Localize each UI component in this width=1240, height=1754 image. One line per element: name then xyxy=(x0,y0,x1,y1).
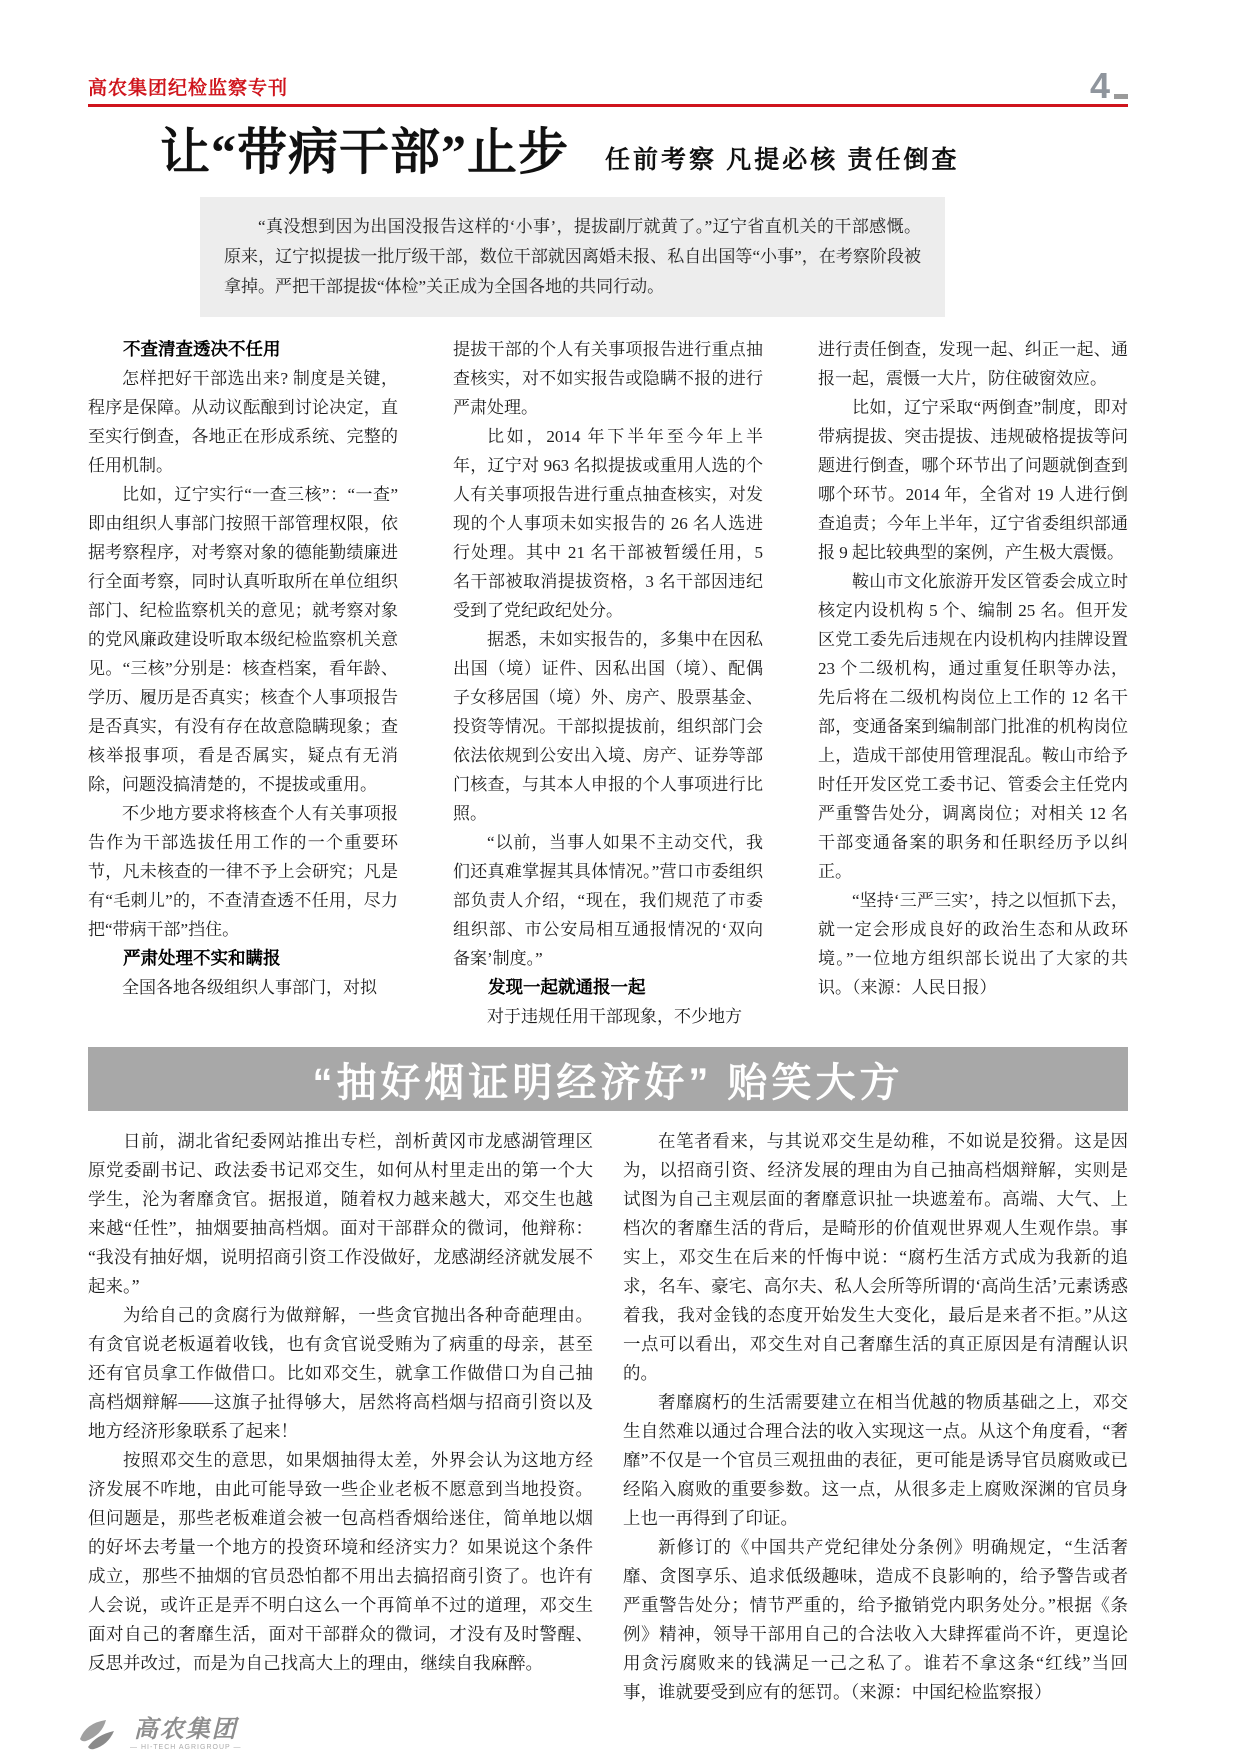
article1-intro-box: “真没想到因为出国没报告这样的‘小事’，提拔副厅就黄了。”辽宁省直机关的干部感慨。原来，辽宁拟提拔一批厅级干部，数位干部就因离婚未报、私自出国等“小事”，在考察阶段被拿掉。严把干部提拔“体检”关正成为全国各地的共同行动。 xyxy=(200,197,945,317)
page-footer xyxy=(76,1715,1128,1753)
article1-column-2 xyxy=(453,335,763,1031)
company-logo-leaf-icon xyxy=(76,1715,124,1753)
paragraph: 鞍山市文化旅游开发区管委会成立时核定内设机构 5 个、编制 25 名。但开发区党工委先后违规在内设机构内挂牌设置 23 个二级机构，通过重复任职等办法，先后将在二级机构岗位上工作的 12 名干部，变通备案到编制部门批准的机构岗位上，造成干部使用管理混乱。鞍山市给予时任开发区党工委书记、管委会主任党内严重警告处分，调离岗位；对相关 12 名干部变通备案的职务和任职经历予以纠正。 xyxy=(818,572,1128,881)
section-heading: 发现一起就通报一起 xyxy=(488,977,646,997)
paragraph: 比如，2014 年下半年至今年上半年，辽宁对 963 名拟提拔或重用人选的个人有关事项报告进行重点抽查核实，对发现的个人事项未如实报告的 26 名人选进行处理。其中 21 名干部被暂缓任用，5 名干部被取消提拔资格，3 名干部因违纪受到了党纪政纪处分。 xyxy=(453,427,763,620)
paragraph: 不少地方要求将核查个人有关事项报告作为干部选拔任用工作的一个重要环节，凡未核查的一律不予上会研究；凡是有“毛刺儿”的，不查清查透不任用，尽力把“带病干部”挡住。 xyxy=(88,804,398,939)
page-number-value: 4 xyxy=(1089,65,1110,106)
paragraph: 在笔者看来，与其说邓交生是幼稚，不如说是狡猾。这是因为，以招商引资、经济发展的理由为自己抽高档烟辩解，实则是试图为自己主观层面的奢靡意识扯一块遮羞布。高端、大气、上档次的奢靡生活的背后，是畸形的价值观世界观人生观作祟。事实上，邓交生在后来的忏悔中说：“腐朽生活方式成为我新的追求，名车、豪宅、高尔夫、私人会所等所谓的‘高尚生活’元素诱惑着我，我对金钱的态度开始发生大变化，最后是来者不拒。”从这一点可以看出，邓交生对自己奢靡生活的真正原因是有清醒认识的。 xyxy=(623,1131,1128,1383)
paragraph: 日前，湖北省纪委网站推出专栏，剖析黄冈市龙感湖管理区原党委副书记、政法委书记邓交生，如何从村里走出的第一个大学生，沦为奢靡贪官。据报道，随着权力越来越大，邓交生也越来越“任性”，抽烟要抽高档烟。面对干部群众的微词，他辩称：“我没有抽好烟，说明招商引资工作没做好，龙感湖经济就发展不起来。” xyxy=(88,1131,593,1296)
article2-headline-banner xyxy=(88,1047,1128,1111)
paragraph: 为给自己的贪腐行为做辩解，一些贪官抛出各种奇葩理由。有贪官说老板逼着收钱，也有贪官说受贿为了病重的母亲，甚至还有官员拿工作做借口。比如邓交生，就拿工作做借口为自己抽高档烟辩解——这旗子扯得够大，居然将高档烟与招商引资以及地方经济形象联系了起来！ xyxy=(88,1305,593,1441)
company-logo-text: 高农集团 xyxy=(133,1715,238,1743)
paragraph: 比如，辽宁采取“两倒查”制度，即对带病提拔、突击提拔、违规破格提拔等问题进行倒查，哪个环节出了问题就倒查到哪个环节。2014 年，全省对 19 人进行倒查追责；今年上半年，辽宁省委组织部通报 9 起比较典型的案例，产生极大震慑。 xyxy=(818,398,1128,562)
page-number xyxy=(1089,65,1128,106)
paragraph: 怎样把好干部选出来? 制度是关键，程序是保障。从动议酝酿到讨论决定，直至实行倒查，各地正在形成系统、完整的任用机制。 xyxy=(88,369,398,475)
paragraph: 全国各地各级组织人事部门，对拟 xyxy=(122,978,377,997)
article1-column-3 xyxy=(818,335,1128,1031)
article1-column-1 xyxy=(88,335,398,1031)
article1-columns xyxy=(88,335,1128,1031)
company-logo xyxy=(130,1715,242,1751)
article2-columns xyxy=(88,1127,1128,1707)
paragraph: 按照邓交生的意思，如果烟抽得太差，外界会认为这地方经济发展不咋地，由此可能导致一些企业老板不愿意到当地投资。但问题是，那些老板难道会被一包高档香烟给迷住，简单地以烟的好坏去考量一个地方的投资环境和经济实力？如果说这个条件成立，那些不抽烟的官员恐怕都不用出去搞招商引资了。也许有人会说，或许正是弄不明白这么一个再简单不过的道理，邓交生面对自己的奢靡生活，面对干部群众的微词，才没有及时警醒、反思并改过，而是为自己找高大上的理由，继续自我麻醉。 xyxy=(88,1450,593,1673)
paragraph: 比如，辽宁实行“一查三核”：“一查”即由组织人事部门按照干部管理权限，依据考察程序，对考察对象的德能勤绩廉进行全面考察，同时认真听取所在单位组织部门、纪检监察机关的意见；就考察对象的党风廉政建设听取本级纪检监察机关意见。“三核”分别是：核查档案，看年龄、学历、履历是否真实；核查个人事项报告是否真实，有没有存在故意隐瞒现象；查核举报事项，看是否属实，疑点有无消除，问题没搞清楚的，不提拔或重用。 xyxy=(88,485,398,794)
newspaper-page xyxy=(0,65,1240,1753)
paragraph: “以前，当事人如果不主动交代，我们还真难掌握其具体情况。”营口市委组织部负责人介绍，“现在，我们规范了市委组织部、市公安局相互通报情况的‘双向备案’制度。” xyxy=(453,833,763,968)
article1-headline-row xyxy=(160,123,1128,181)
paragraph: 据悉，未如实报告的，多集中在因私出国（境）证件、因私出国（境）、配偶子女移居国（境）外、房产、股票基金、投资等情况。干部拟提拔前，组织部门会依法依规到公安出入境、房产、证券等部门核查，与其本人申报的个人事项进行比照。 xyxy=(453,630,763,823)
article1-headline: 让“带病干部”止步 xyxy=(160,124,569,180)
article2-column-left xyxy=(88,1127,593,1707)
masthead xyxy=(88,65,1128,107)
paragraph: 奢靡腐朽的生活需要建立在相当优越的物质基础之上，邓交生自然难以通过合理合法的收入实现这一点。从这个角度看，“奢靡”不仅是一个官员三观扭曲的表征，更可能是诱导官员腐败或已经陷入腐败的重要参数。这一点，从很多走上腐败深渊的官员身上也一再得到了印证。 xyxy=(623,1392,1128,1528)
paragraph: 新修订的《中国共产党纪律处分条例》明确规定，“生活奢靡、贪图享乐、追求低级趣味，造成不良影响的，给予警告或者严重警告处分；情节严重的，给予撤销党内职务处分。”根据《条例》精神，领导干部用自己的合法收入大肆挥霍尚不许，更遑论用贪污腐败来的钱满足一己之私了。谁若不拿这条“红线”当回事，谁就要受到应有的惩罚。（来源：中国纪检监察报） xyxy=(623,1537,1128,1702)
paragraph: 进行责任倒查，发现一起、纠正一起、通报一起，震慑一大片，防住破窗效应。 xyxy=(818,340,1128,388)
article2-headline: “抽好烟证明经济好” 贻笑大方 xyxy=(312,1060,904,1105)
paragraph: 提拔干部的个人有关事项报告进行重点抽查核实，对不如实报告或隐瞒不报的进行严肃处理。 xyxy=(453,340,763,417)
section-heading: 不查清查透决不任用 xyxy=(123,339,281,359)
article2-column-right xyxy=(623,1127,1128,1707)
article1-subheadline: 任前考察 凡提必核 责任倒查 xyxy=(605,147,960,174)
paragraph: 对于违规任用干部现象，不少地方 xyxy=(487,1007,742,1026)
paragraph: “坚持‘三严三实’，持之以恒抓下去，就一定会形成良好的政治生态和从政环境。”一位地方组织部长说出了大家的共识。（来源：人民日报） xyxy=(818,891,1128,997)
section-heading: 严肃处理不实和瞒报 xyxy=(123,948,281,968)
page-number-tick xyxy=(1114,94,1128,99)
company-logo-subtext: — HI-TECH AGRIGROUP — xyxy=(130,1743,242,1751)
publication-title: 高农集团纪检监察专刊 xyxy=(88,78,289,99)
